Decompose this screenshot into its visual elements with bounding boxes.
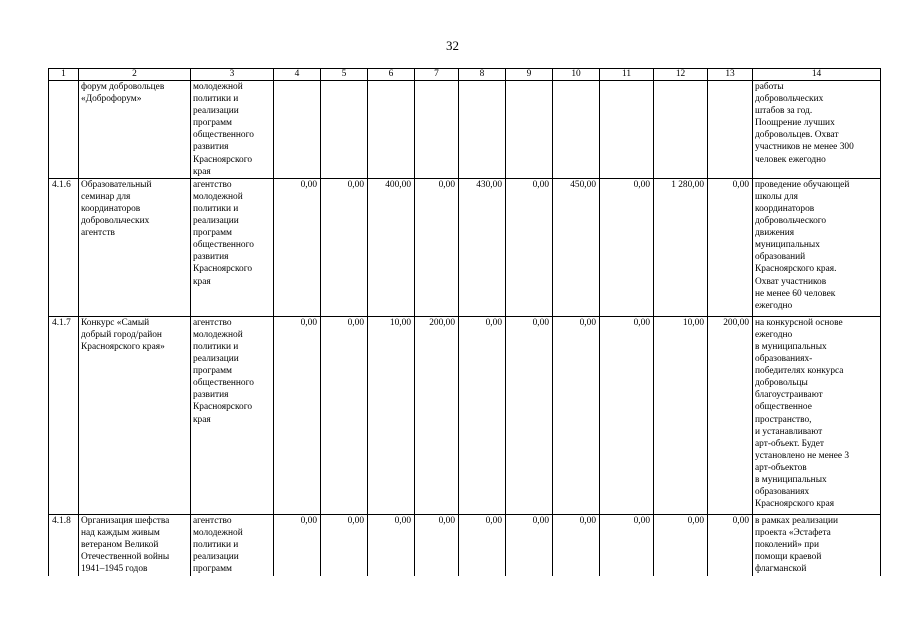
row-result: в рамках реализации проекта «Эстафета поколений» при помощи краевой флагманской — [753, 514, 881, 576]
row-value: 0,00 — [321, 514, 368, 576]
row-name: Организация шефства над каждым живым ветераном Великой Отечественной войны 1941–1945 годов — [79, 514, 191, 576]
row-executor: агентство молодежной политики и реализации программ общественного развития Красноярского края — [191, 316, 274, 514]
row-result: на конкурсной основе ежегодно в муниципальных образованиях- победителях конкурса добровольцы благоустраивают общественное пространство, и устанавливают арт-объект. Будет установлено не менее 3 арт-объектов в муниципальных образованиях Красноярского края — [753, 316, 881, 514]
header-cell: 1 — [49, 69, 79, 81]
row-value: 0,00 — [654, 514, 708, 576]
row-result: проведение обучающей школы для координаторов добровольческого движения муниципальных образований Красноярского края. Охват участников не менее 60 человек ежегодно — [753, 178, 881, 316]
row-value: 0,00 — [553, 316, 600, 514]
row-value: 0,00 — [274, 316, 321, 514]
row-value: 0,00 — [506, 514, 553, 576]
row-value — [274, 81, 321, 179]
row-value: 0,00 — [708, 514, 753, 576]
row-id: 4.1.7 — [49, 316, 79, 514]
row-id: 4.1.8 — [49, 514, 79, 576]
table-row — [49, 514, 881, 576]
row-value: 0,00 — [368, 514, 415, 576]
header-cell: 4 — [274, 69, 321, 81]
table-row — [49, 316, 881, 514]
row-value — [415, 81, 459, 179]
row-value — [708, 81, 753, 179]
row-value: 0,00 — [274, 178, 321, 316]
table-body — [49, 69, 881, 577]
header-cell: 6 — [368, 69, 415, 81]
program-table — [48, 68, 881, 576]
row-value: 10,00 — [654, 316, 708, 514]
row-executor: агентство молодежной политики и реализации программ — [191, 514, 274, 576]
header-cell: 5 — [321, 69, 368, 81]
row-value — [553, 81, 600, 179]
row-value: 1 280,00 — [654, 178, 708, 316]
header-cell: 13 — [708, 69, 753, 81]
row-value — [459, 81, 506, 179]
table-row — [49, 178, 881, 316]
row-value: 200,00 — [708, 316, 753, 514]
header-cell: 14 — [753, 69, 881, 81]
page-number: 32 — [446, 38, 459, 53]
row-value — [654, 81, 708, 179]
row-name: Конкурс «Самый добрый город/район Красноярского края» — [79, 316, 191, 514]
row-value — [321, 81, 368, 179]
table-row — [49, 81, 881, 179]
row-value: 0,00 — [459, 514, 506, 576]
row-value: 0,00 — [708, 178, 753, 316]
header-cell: 7 — [415, 69, 459, 81]
row-value: 200,00 — [415, 316, 459, 514]
row-name: Образовательный семинар для координаторов добровольческих агентств — [79, 178, 191, 316]
row-value: 0,00 — [600, 178, 654, 316]
row-id: 4.1.6 — [49, 178, 79, 316]
row-value: 0,00 — [274, 514, 321, 576]
row-value: 0,00 — [321, 178, 368, 316]
row-value: 0,00 — [321, 316, 368, 514]
header-cell: 3 — [191, 69, 274, 81]
row-value: 0,00 — [600, 514, 654, 576]
row-value: 0,00 — [459, 316, 506, 514]
header-cell: 9 — [506, 69, 553, 81]
header-cell: 2 — [79, 69, 191, 81]
header-cell: 12 — [654, 69, 708, 81]
row-result: работы добровольческих штабов за год. Поощрение лучших добровольцев. Охват участников не менее 300 человек ежегодно — [753, 81, 881, 179]
row-value: 0,00 — [415, 178, 459, 316]
row-value: 0,00 — [553, 514, 600, 576]
row-value — [506, 81, 553, 179]
row-value: 0,00 — [506, 316, 553, 514]
row-value: 0,00 — [600, 316, 654, 514]
row-executor: агентство молодежной политики и реализации программ общественного развития Красноярского края — [191, 178, 274, 316]
row-value: 10,00 — [368, 316, 415, 514]
row-executor: молодежной политики и реализации программ общественного развития Красноярского края — [191, 81, 274, 179]
row-value: 430,00 — [459, 178, 506, 316]
row-value — [600, 81, 654, 179]
row-value: 0,00 — [506, 178, 553, 316]
row-value: 400,00 — [368, 178, 415, 316]
row-value: 450,00 — [553, 178, 600, 316]
row-name: форум добровольцев «Доброфорум» — [79, 81, 191, 179]
header-row — [49, 69, 881, 81]
header-cell: 11 — [600, 69, 654, 81]
row-value — [368, 81, 415, 179]
row-value: 0,00 — [415, 514, 459, 576]
header-cell: 8 — [459, 69, 506, 81]
header-cell: 10 — [553, 69, 600, 81]
row-id — [49, 81, 79, 179]
